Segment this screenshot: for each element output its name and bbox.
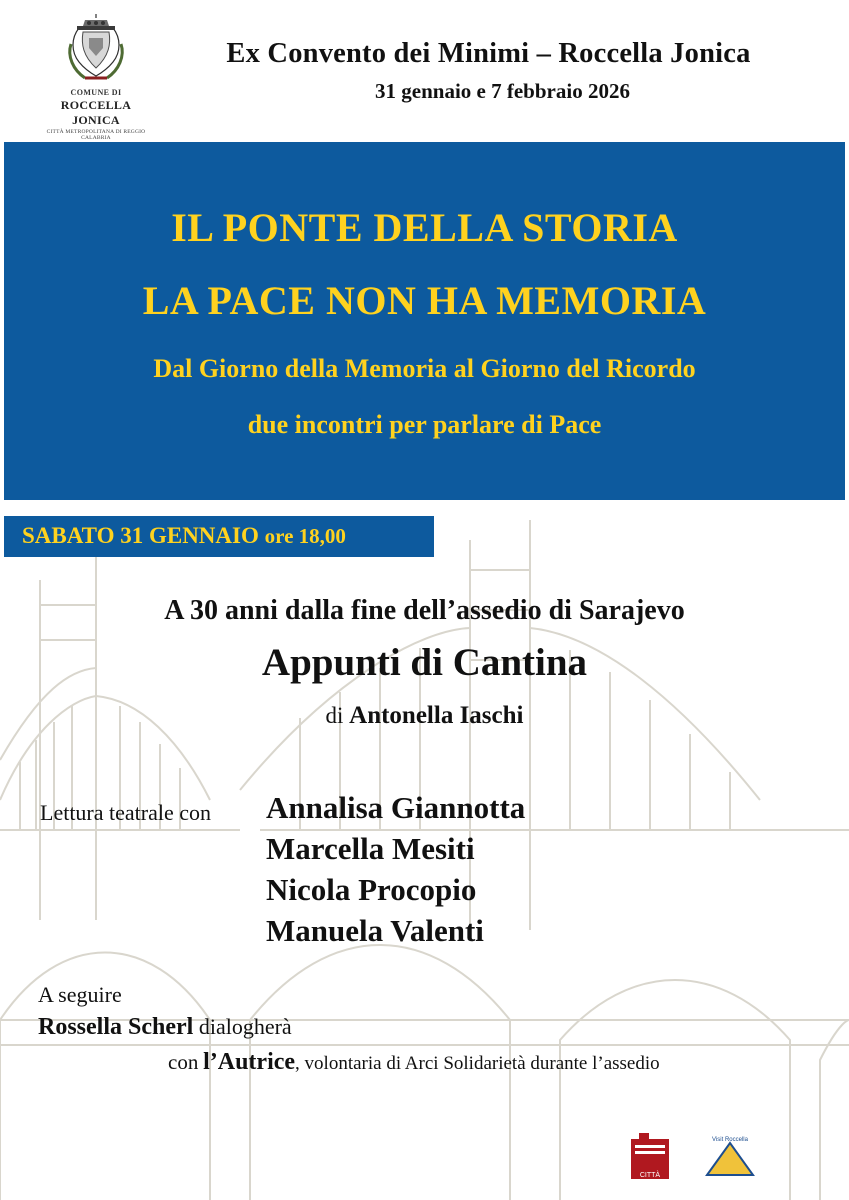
event-date-time: ore 18,00: [264, 524, 346, 548]
crest-line-metro: CITTÀ METROPOLITANA DI REGGIO CALABRIA: [46, 129, 146, 141]
dialogue-block: [38, 982, 828, 1076]
event-subtitle: A 30 anni dalla fine dell’assedio di Sarajevo: [164, 595, 685, 626]
citta-del-libro-logo: [627, 1133, 673, 1186]
banner-title-line1: IL PONTE DELLA STORIA: [171, 205, 678, 250]
banner-subtitle-line2: due incontri per parlare di Pace: [247, 410, 602, 439]
speaker-action: dialogherà: [198, 1014, 292, 1039]
svg-text:CITTÀ: CITTÀ: [639, 1172, 661, 1179]
author-name: Antonella Iaschi: [349, 702, 524, 729]
dialogue-post: , volontaria di Arci Solidarietà durante l’assedio: [295, 1053, 660, 1074]
banner-subtitle-line1: Dal Giorno della Memoria al Giorno del Ricordo: [153, 354, 696, 383]
list-item: Manuela Valenti: [266, 912, 484, 948]
event-section: [0, 500, 849, 1200]
cast-names: [266, 788, 525, 952]
event-dates: 31 gennaio e 7 febbraio 2026: [375, 79, 630, 103]
visit-roccella-logo: [699, 1135, 761, 1186]
dialogue-line: [38, 1049, 828, 1076]
cast-label: Lettura teatrale con: [40, 800, 212, 825]
poster-header: [0, 0, 849, 142]
event-date-bar: [4, 516, 434, 557]
crest-line-comune: COMUNE DI: [70, 88, 122, 97]
author-prefix: di: [325, 703, 344, 728]
municipal-crest: [38, 14, 154, 141]
dialogue-subject: l’Autrice: [203, 1049, 296, 1075]
main-banner: [4, 142, 845, 500]
list-item: Nicola Procopio: [266, 871, 477, 907]
book-icon: [627, 1133, 673, 1181]
event-author-line: [0, 702, 849, 730]
partner-logos: [627, 1133, 761, 1186]
dialogue-pre: con: [168, 1050, 199, 1074]
svg-text:Visit Roccella: Visit Roccella: [712, 1137, 748, 1143]
speaker-line: [38, 1014, 828, 1041]
castle-icon: [699, 1135, 761, 1181]
municipal-crest-icon: [65, 14, 127, 86]
venue-title: Ex Convento dei Minimi – Roccella Jonica: [226, 38, 751, 69]
list-item: Marcella Mesiti: [266, 830, 475, 866]
header-text-block: [160, 38, 817, 104]
event-title: Appunti di Cantina: [261, 641, 588, 684]
list-item: Annalisa Giannotta: [266, 790, 526, 825]
after-line: A seguire: [38, 982, 122, 1007]
speaker-name: Rossella Scherl: [38, 1014, 194, 1040]
crest-line-city: ROCCELLA JONICA: [60, 98, 132, 127]
banner-title-line2: LA PACE NON HA MEMORIA: [142, 278, 707, 323]
event-date-main: SABATO 31 GENNAIO: [22, 523, 259, 548]
